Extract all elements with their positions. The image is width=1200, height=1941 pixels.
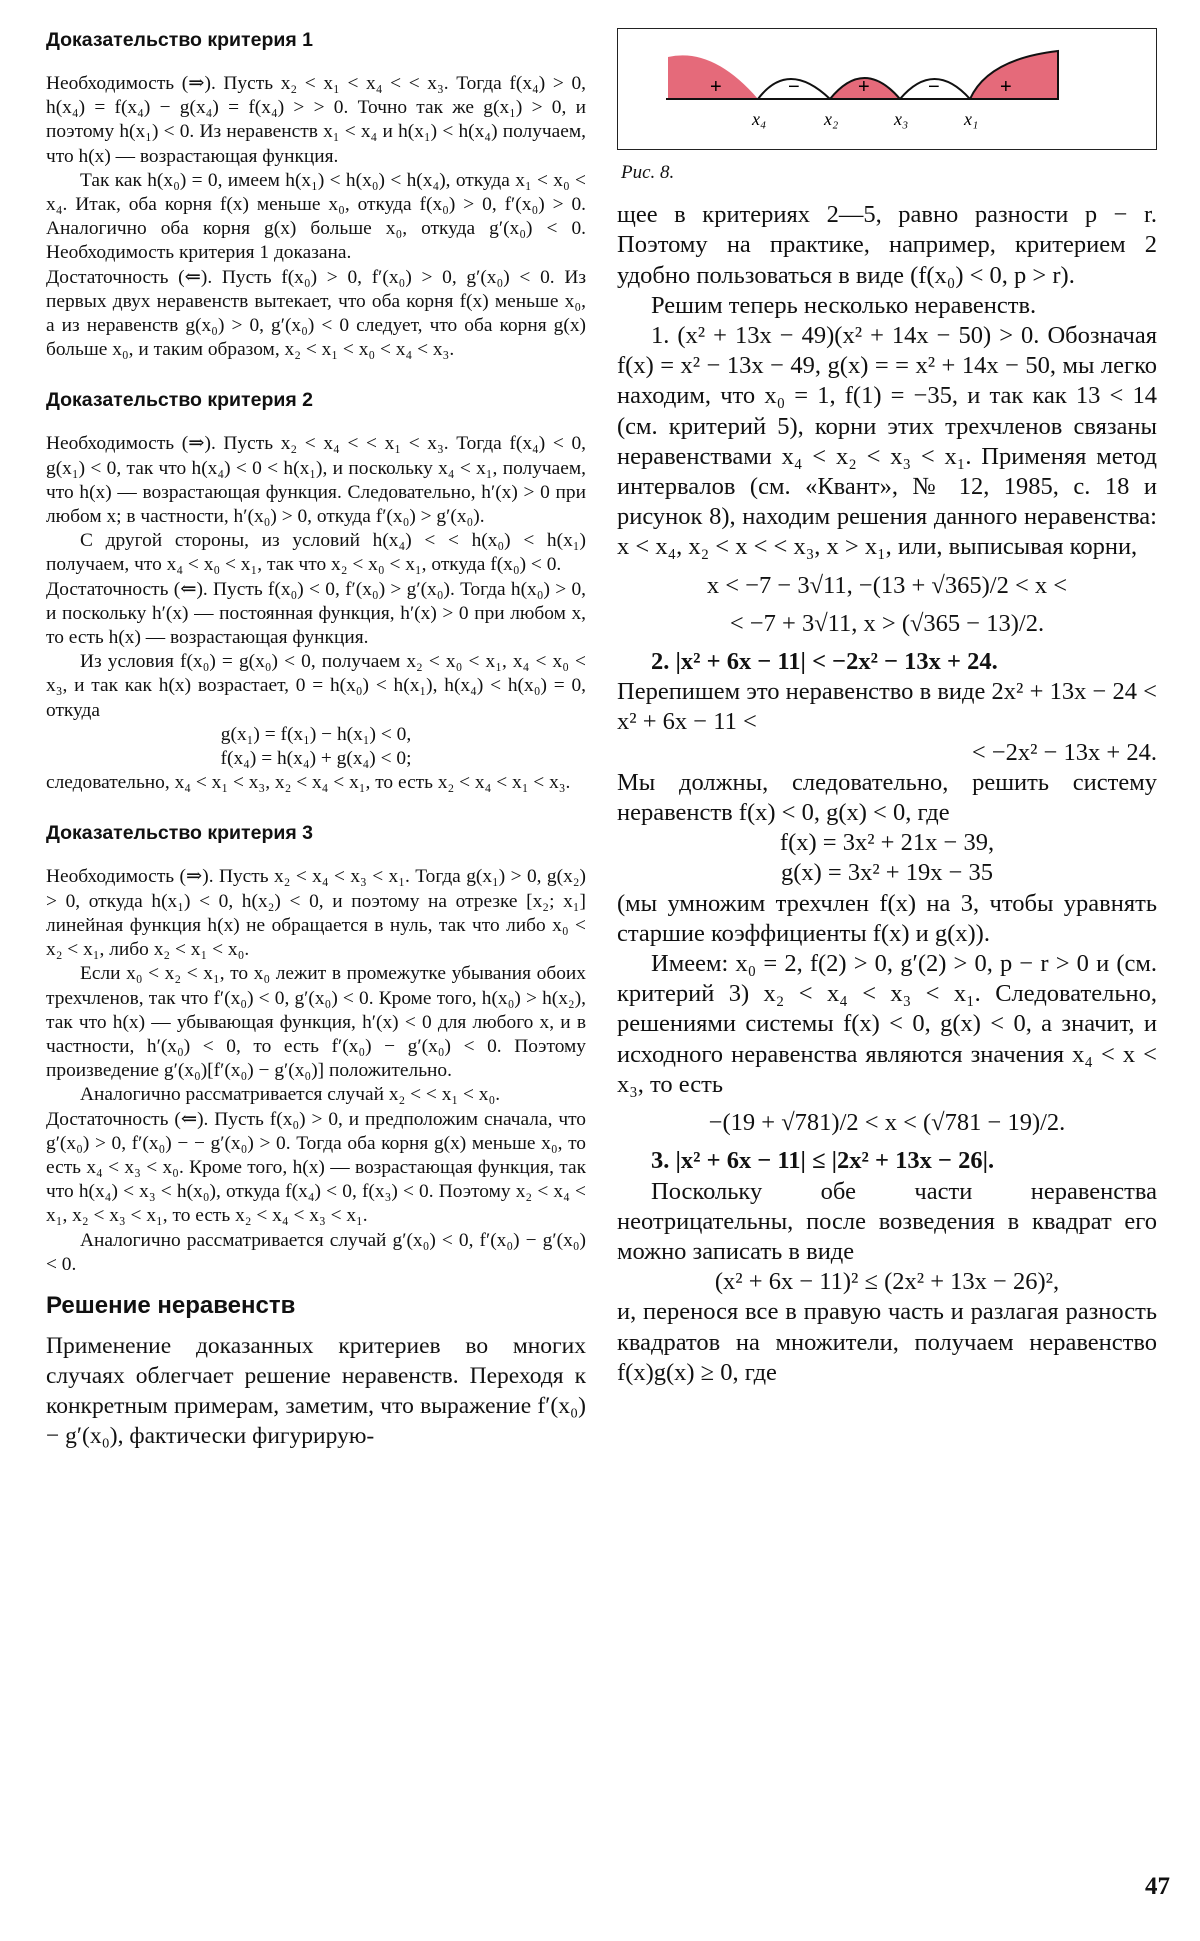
paragraph: Достаточность (⇐). Пусть f(x₀) > 0, f′(x₀) > 0, g′(x₀) < 0. Из первых двух неравенств вытекает, что оба корня f(x) меньше x₀, а из неравенств g(x₀) > 0, g′(x₀) < 0 следует, что оба корня g(x) больше x₀, и таким образом, x₂ < x₁ < x₀ < x₄ < x₃. (46, 266, 586, 361)
sign-label: + (858, 76, 870, 98)
example-heading: 2. |x² + 6x − 11| < −2x² − 13x + 24. (651, 648, 998, 676)
equation: f(x₄) = h(x₄) + g(x₄) < 0; (220, 748, 412, 770)
paragraph: 1. (x² + 13x − 49)(x² + 14x − 50) > 0. Обозначая f(x) = x² − 13x − 49, g(x) = = x² + 14x − 50, мы легко находим, что x₀ = 1, f(1) = −35, и так как 13 < 14 (см. критерий 5), корни этих трехчленов связаны неравенствами x₄ < x₂ < x₃ < x₁. Применяя метод интервалов (см. «Квант», № 12, 1985, с. 18 и рисунок 8), находим решения данного неравенства: x < x₄, x₂ < x < < x₃, x > x₁, или, выписывая корни, (617, 322, 1157, 561)
equation: x < −7 − 3√11, −(13 + √365)/2 < x < (706, 571, 1068, 599)
equation: < −2x² − 13x + 24. (971, 738, 1157, 766)
paragraph: Достаточность (⇐). Пусть f(x₀) < 0, f′(x₀) > g′(x₀). Тогда h(x₀) > 0, и поскольку h′(x) — постоянная функция, h′(x) > 0 при любом x, то есть h(x) — возрастающая функция. (46, 578, 586, 649)
paragraph: Так как h(x₀) = 0, имеем h(x₁) < h(x₀) < h(x₄), откуда x₁ < x₀ < x₄. Итак, оба корня f(x) меньше x₀, откуда f(x₀) > 0, f′(x₀) > 0. Аналогично оба корня g(x) больше x₀, откуда g′(x₀) < 0. Необходимость критерия 1 доказана. (46, 169, 586, 264)
arc-plus-3 (970, 51, 1058, 99)
paragraph: (мы умножим трехчлен f(x) на 3, чтобы уравнять старшие коэффициенты f(x) и g(x)). (617, 889, 1157, 947)
equation: g(x₁) = f(x₁) − h(x₁) < 0, (220, 723, 412, 745)
paragraph: Из условия f(x₀) = g(x₀) < 0, получаем x₂ < x₀ < x₁, x₄ < x₀ < x₃, и так как h(x) возрастает, 0 = h(x₀) < h(x₁), h(x₄) < h(x₀) = 0, откуда (46, 651, 586, 721)
paragraph: Поскольку обе части неравенства неотрицательны, после возведения в квадрат его можно записать в виде (617, 1177, 1157, 1265)
equation: g(x) = 3x² + 19x − 35 (780, 859, 994, 887)
axis-point-label: x₂ (824, 109, 839, 129)
interval-diagram-svg (618, 29, 1158, 151)
paragraph: Необходимость (⇒). Пусть x₂ < x₄ < x₃ < x₁. Тогда g(x₁) > 0, g(x₂) > 0, откуда h(x₁) < 0, h(x₂) < 0, и поэтому на отрезке [x₂; x₁] линейная функция h(x) не обращается в нуль, так что либо x₀ < x₂ < x₁, либо x₂ < x₁ < x₀. (46, 866, 586, 961)
sign-label: − (928, 76, 940, 98)
sign-label: + (710, 76, 722, 98)
figure-caption: Рис. 8. (621, 162, 675, 183)
paragraph: Достаточность (⇐). Пусть f(x₀) > 0, и предположим сначала, что g′(x₀) > 0, f′(x₀) − − g′(x₀) > 0. Тогда оба корня g(x) меньше x₀, то есть x₄ < x₃ < x₀. Кроме того, h(x) — возрастающая функция, так что h(x₄) < x₃ < h(x₀), откуда f(x₄) < 0, f(x₃) < 0. Поэтому x₂ < x₄ < x₁, x₂ < x₃ < x₁, то есть x₂ < x₄ < x₃ < x₁. (46, 1108, 586, 1227)
right-column (617, 28, 1157, 1388)
paragraph: Если x₀ < x₂ < x₁, то x₀ лежит в промежутке убывания обоих трехчленов, так что f′(x₀) < 0, g′(x₀) < 0. Кроме того, h(x₀) > h(x₂), так что h(x) — убывающая функция, h′(x) < 0 для любого x, и в частности, h′(x₀) < 0, то есть f′(x₀) − g′(x₀) < 0. Поэтому произведение g′(x₀)[f′(x₀) − g′(x₀)] положительно. (46, 963, 586, 1082)
sign-label: + (1000, 76, 1012, 98)
paragraph: Мы должны, следовательно, решить систему неравенств f(x) < 0, g(x) < 0, где (617, 768, 1157, 827)
paragraph: Аналогично рассматривается случай x₂ < < x₁ < x₀. (80, 1084, 501, 1106)
example-heading: 3. |x² + 6x − 11| ≤ |2x² + 13x − 26|. (651, 1147, 995, 1175)
axis-point-label: x₃ (894, 109, 909, 129)
equation: (x² + 6x − 11)² ≤ (2x² + 13x − 26)², (714, 1268, 1060, 1296)
paragraph: Имеем: x₀ = 2, f(2) > 0, g′(2) > 0, p − r > 0 и (см. критерий 3) x₂ < x₄ < x₃ < x₁. Следовательно, решениями системы f(x) < 0, g(x) < 0, а значит, и исходного неравенства являются значения x₄ < x < x₃, то есть (617, 950, 1157, 1098)
equation: f(x) = 3x² + 21x − 39, (779, 829, 995, 857)
paragraph: и, перенося все в правую часть и разлагая разность квадратов на множители, получаем неравенство f(x)g(x) ≥ 0, где (617, 1298, 1157, 1386)
figure-interval-diagram (617, 28, 1157, 150)
paragraph: Применение доказанных критериев во многих случаях облегчает решение неравенств. Переходя к конкретным примерам, заметим, что выражение f′(x₀) − g′(x₀), фактически фигурирую- (46, 1332, 586, 1449)
paragraph: Необходимость (⇒). Пусть x₂ < x₁ < x₄ < < x₃. Тогда f(x₄) > 0, h(x₄) = f(x₄) − g(x₄) = f(x₄) > > 0. Точно так же g(x₁) > 0, и поэтому h(x₁) < 0. Из неравенств x₁ < x₄ и h(x₁) < h(x₄) получаем, что h(x) — возрастающая функция. (46, 73, 586, 167)
paragraph: щее в критериях 2—5, равно разности p − r. Поэтому на практике, например, критерием 2 удобно пользоваться в виде (f(x₀) < 0, p > r). (617, 201, 1157, 289)
axis-point-label: x₁ (964, 109, 979, 129)
equation: −(19 + √781)/2 < x < (√781 − 19)/2. (708, 1109, 1066, 1137)
paragraph: Необходимость (⇒). Пусть x₂ < x₄ < < x₁ < x₃. Тогда f(x₄) < 0, g(x₁) < 0, так что h(x₄) < 0 < h(x₁), и поскольку x₄ < x₁, получаем, что h(x) — возрастающая функция. Следовательно, h′(x) > 0 при любом x; в частности, h′(x₀) > 0, откуда f′(x₀) > g′(x₀). (46, 433, 586, 528)
paragraph: Решим теперь несколько неравенств. (651, 291, 1037, 319)
paragraph: следовательно, x₄ < x₁ < x₃, x₂ < x₄ < x₁, то есть x₂ < x₄ < x₁ < x₃. (46, 772, 571, 794)
sign-label: − (788, 76, 800, 98)
paragraph: С другой стороны, из условий h(x₄) < < h(x₀) < h(x₁) получаем, что x₄ < x₀ < x₁, так что x₂ < x₀ < x₁, откуда f(x₀) < 0. (46, 530, 586, 576)
equation: < −7 + 3√11, x > (√365 − 13)/2. (729, 609, 1045, 637)
page-number: 47 (1145, 1873, 1170, 1900)
section-heading: Решение неравенств (46, 1291, 296, 1319)
axis-point-label: x₄ (752, 109, 767, 129)
heading-criterion-3-proof: Доказательство критерия 3 (46, 822, 313, 845)
heading-criterion-1-proof: Доказательство критерия 1 (46, 29, 313, 51)
heading-criterion-2-proof: Доказательство критерия 2 (46, 389, 313, 412)
paragraph: Аналогично рассматривается случай g′(x₀) < 0, f′(x₀) − g′(x₀) < 0. (46, 1229, 586, 1275)
left-column (46, 28, 586, 1451)
paragraph: Перепишем это неравенство в виде 2x² + 13x − 24 < x² + 6x − 11 < (617, 678, 1157, 736)
